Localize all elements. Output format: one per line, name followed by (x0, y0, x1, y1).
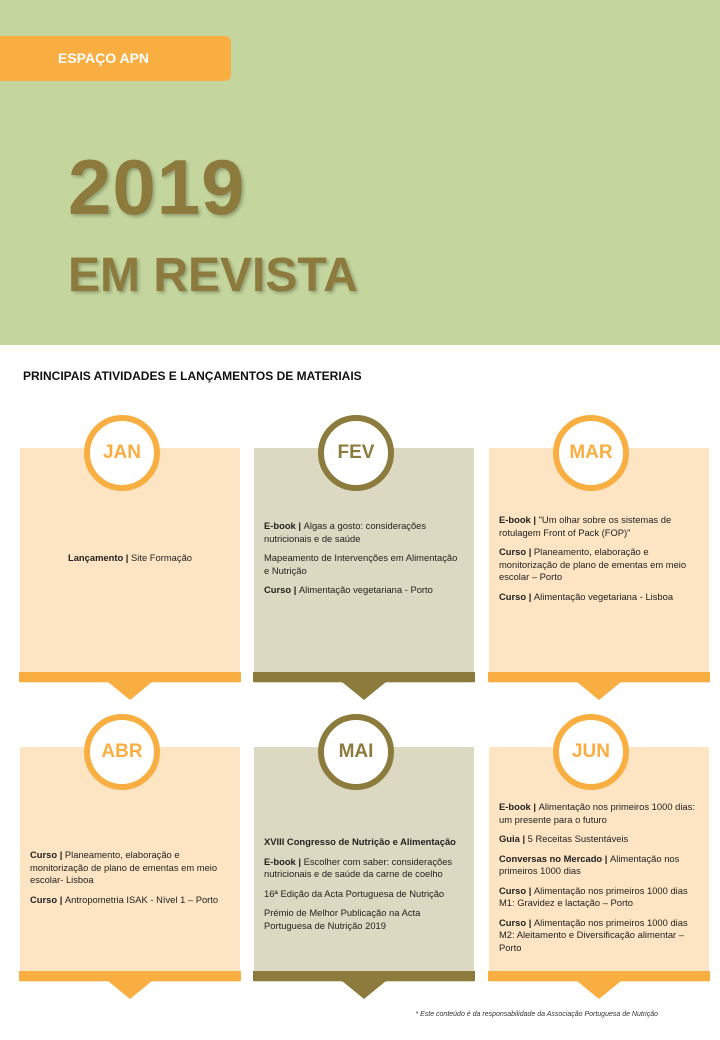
activity-text: Alimentação nos primeiros 1000 dias (499, 852, 680, 876)
month-card-mai (254, 714, 474, 1004)
card-bar (488, 672, 710, 682)
month-card-fev (254, 415, 474, 705)
activity-item (30, 894, 230, 907)
activity-type: E-book | (264, 855, 304, 867)
card-bar (19, 971, 241, 981)
activity-type: E-book | (499, 801, 539, 812)
activity-type: Lançamento | (67, 552, 132, 563)
activity-text: Mapeamento de Intervenções em Alimentação e Nutrição (264, 552, 458, 576)
activity-item (499, 853, 699, 878)
card-content (254, 520, 474, 604)
activity-type: Conversas no Mercado | (499, 852, 610, 864)
activity-item (30, 552, 230, 565)
activity-type: E-book | (499, 514, 539, 525)
activity-type: Curso | (499, 884, 534, 896)
activity-text: Alimentação vegetariana - Lisboa (533, 590, 674, 602)
activity-item (264, 856, 464, 881)
activity-type: Curso | (30, 849, 65, 860)
section-title: PRINCIPAIS ATIVIDADES E LANÇAMENTOS DE MATERIAIS (23, 369, 362, 383)
activity-item (499, 546, 699, 584)
activity-item (499, 885, 699, 910)
activity-text: Planeamento, elaboração e monitorização de plano de ementas em meio escolar – Porto (499, 546, 687, 582)
card-pointer (108, 981, 152, 999)
activity-text: 5 Receitas Sustentáveis (527, 833, 629, 844)
activity-text: Alimentação nos primeiros 1000 dias M1: Gravidez e lactação – Porto (499, 884, 688, 908)
activity-type: Curso | (499, 916, 534, 928)
card-bar (253, 971, 475, 981)
activity-text: Escolher com saber: considerações nutricionais e de saúde da carne de coelho (264, 855, 453, 879)
activity-item (264, 888, 464, 901)
month-badge: MAI (318, 714, 394, 790)
activity-item (264, 552, 464, 577)
section-tag: ESPAÇO APN (0, 36, 231, 81)
activity-text: 16ª Edição da Acta Portuguesa de Nutrição (264, 887, 445, 899)
month-card-jun (489, 714, 709, 1004)
month-card-jan (20, 415, 240, 705)
activity-item (264, 836, 464, 849)
activity-item (264, 907, 464, 932)
card-pointer (577, 981, 621, 999)
card-bar (488, 971, 710, 981)
activity-type: Curso | (499, 546, 534, 557)
activity-item (264, 584, 464, 597)
card-content (254, 836, 474, 939)
activity-item (499, 917, 699, 955)
month-badge: FEV (318, 415, 394, 491)
activity-type: Curso | (30, 893, 65, 905)
month-card-mar (489, 415, 709, 705)
activity-item (499, 833, 699, 846)
activity-item (264, 520, 464, 545)
activity-text: Alimentação vegetariana - Porto (298, 584, 433, 595)
activity-type: Curso | (264, 584, 299, 595)
card-content (489, 514, 709, 610)
activity-item (499, 514, 699, 539)
card-content (489, 801, 709, 961)
activity-text: Antropometria ISAK - Nível 1 – Porto (64, 893, 219, 905)
card-bar (19, 672, 241, 682)
activity-type: Curso | (499, 590, 534, 602)
activity-type: XVIII Congresso de Nutrição e Alimentação (264, 836, 456, 847)
card-pointer (342, 981, 386, 999)
month-badge: JAN (84, 415, 160, 491)
card-content (20, 849, 240, 913)
card-pointer (577, 682, 621, 700)
month-badge: ABR (84, 714, 160, 790)
month-card-abr (20, 714, 240, 1004)
activity-text: Prémio de Melhor Publicação na Acta Portuguesa de Nutrição 2019 (264, 907, 421, 931)
month-badge: JUN (553, 714, 629, 790)
activity-item (499, 591, 699, 604)
card-bar (253, 672, 475, 682)
activity-text: Planeamento, elaboração e monitorização de plano de ementas em meio escolar- Lisboa (30, 849, 218, 885)
year-title: 2019 (68, 143, 246, 231)
card-content (20, 552, 240, 572)
card-pointer (342, 682, 386, 700)
activity-item (30, 849, 230, 887)
activity-type: Guia | (499, 833, 528, 844)
card-pointer (108, 682, 152, 700)
activity-text: Alimentação nos primeiros 1000 dias: um presente para o futuro (499, 801, 695, 825)
subtitle: EM REVISTA (68, 249, 358, 302)
activity-text: "Um olhar sobre os sistemas de rotulagem Front of Pack (FOP)" (499, 514, 672, 538)
activity-text: Site Formação (131, 552, 193, 563)
activity-type: E-book | (264, 520, 304, 531)
activity-item (499, 801, 699, 826)
month-badge: MAR (553, 415, 629, 491)
activity-text: Algas a gosto: considerações nutricionais e de saúde (264, 520, 427, 544)
hero-banner (0, 0, 720, 345)
footnote: * Este conteúdo é da responsabilidade da Associação Portuguesa de Nutrição (415, 1011, 658, 1018)
activity-text: Alimentação nos primeiros 1000 dias M2: Aleitamento e Diversificação alimentar – Porto (499, 916, 688, 953)
